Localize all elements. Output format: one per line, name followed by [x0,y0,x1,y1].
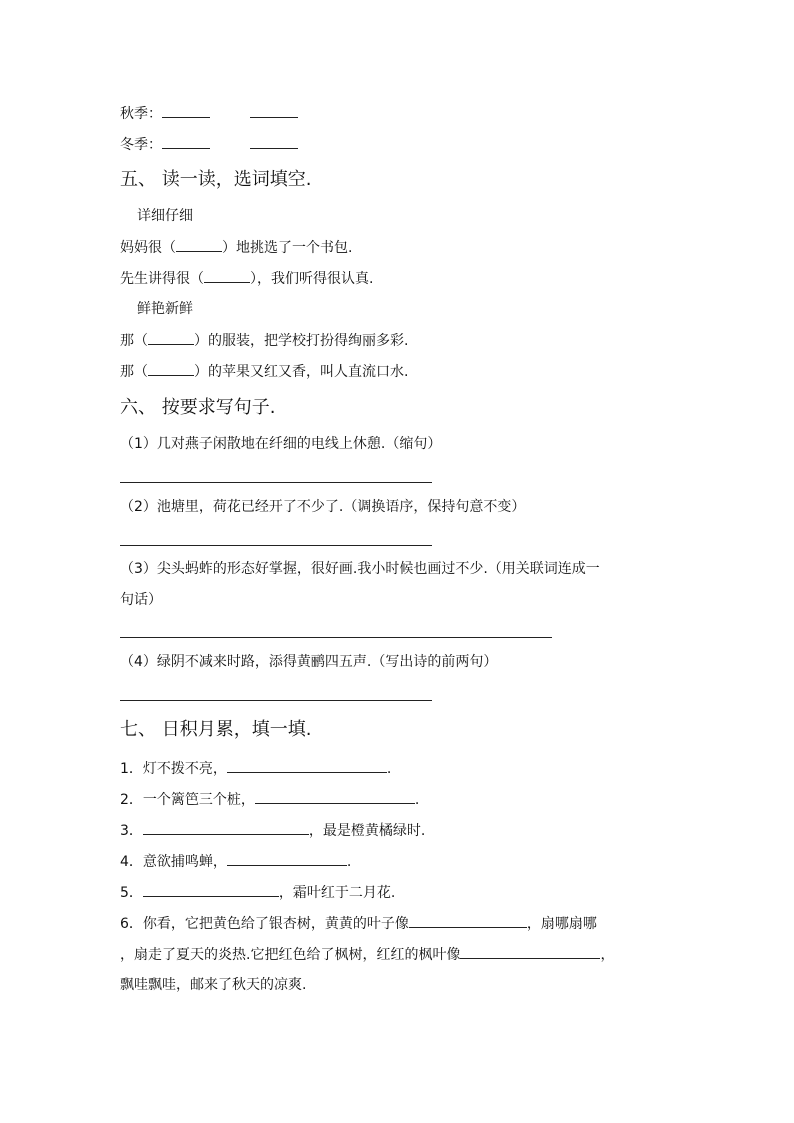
answer-blank[interactable] [148,361,194,376]
fill-sentence-1 [120,237,352,258]
answer-blank[interactable] [176,237,222,252]
answer-line[interactable] [120,482,432,483]
sentence-text: 那（ [120,364,148,380]
fill-sentence-3 [120,330,408,351]
answer-blank[interactable] [143,820,309,835]
sentence-text: 妈妈很（ [120,240,176,256]
fill-item-6-line-1 [120,913,597,934]
sentence-text: ）地挑选了一个书包. [222,240,353,256]
answer-blank[interactable] [250,134,298,149]
answer-line[interactable] [120,637,552,638]
sentence-text: ）的服装，把学校打扮得绚丽多彩. [194,333,409,349]
answer-blank[interactable] [460,944,600,959]
answer-blank[interactable] [255,789,415,804]
fill-item-6-line-2 [120,944,614,965]
section-5-title: 五、 读一读，选词填空. [120,169,312,190]
answer-blank[interactable] [227,851,347,866]
fill-sentence-2 [120,268,373,289]
season-row-autumn [120,103,298,124]
item-text: 2．一个篱笆三个桩， [120,792,255,808]
fill-item-4 [120,851,351,872]
fill-item-2 [120,789,419,810]
question-1: （1）几对燕子闲散地在纤细的电线上休憩.（缩句） [120,436,442,452]
word-choices-2: 鲜艳新鲜 [137,301,193,317]
answer-blank[interactable] [227,758,387,773]
answer-blank[interactable] [204,268,250,283]
section-7-title: 七、 日积月累，填一填. [120,719,312,740]
answer-blank[interactable] [162,103,210,118]
item-text: . [386,761,392,777]
item-text: ，扇哪扇哪 [526,916,597,932]
item-text: ，扇走了夏天的炎热.它把红色给了枫树，红红的枫叶像 [120,947,461,963]
item-text: ，最是橙黄橘绿时. [308,823,426,839]
answer-blank[interactable] [148,330,194,345]
answer-line[interactable] [120,700,432,701]
section-6-title: 六、 按要求写句子. [120,397,276,418]
item-text: 6．你看，它把黄色给了银杏树，黄黄的叶子像 [120,916,409,932]
answer-blank[interactable] [143,882,279,897]
item-text: 3． [120,823,143,839]
sentence-text: 那（ [120,333,148,349]
fill-item-1 [120,758,391,779]
word-choices-1: 详细仔细 [137,208,193,224]
question-4: （4）绿阴不减来时路，添得黄鹂四五声.（写出诗的前两句） [120,654,498,670]
question-3-line-1: （3）尖头蚂蚱的形态好掌握，很好画.我小时候也画过不少.（用关联词连成一 [120,561,600,577]
season-row-winter [120,134,298,155]
item-text: 5． [120,885,143,901]
fill-item-5 [120,882,395,903]
question-2: （2）池塘里，荷花已经开了不少了.（调换语序，保持句意不变） [120,499,526,515]
fill-item-3 [120,820,425,841]
season-label: 秋季： [120,106,162,122]
item-text: . [346,854,352,870]
sentence-text: ），我们听得很认真. [250,271,374,287]
sentence-text: 先生讲得很（ [120,271,204,287]
sentence-text: ）的苹果又红又香，叫人直流口水. [194,364,409,380]
item-text: ，霜叶红于二月花. [278,885,396,901]
answer-blank[interactable] [250,103,298,118]
item-text: 4．意欲捕鸣蝉， [120,854,227,870]
season-label: 冬季： [120,137,162,153]
fill-item-6-line-3: 飘哇飘哇，邮来了秋天的凉爽. [120,977,307,993]
item-text: 1．灯不拨不亮， [120,761,227,777]
fill-sentence-4 [120,361,408,382]
answer-blank[interactable] [409,913,527,928]
answer-line[interactable] [120,545,432,546]
item-text: . [414,792,420,808]
item-text: ， [600,947,615,963]
question-3-line-2: 句话） [120,592,162,608]
answer-blank[interactable] [162,134,210,149]
